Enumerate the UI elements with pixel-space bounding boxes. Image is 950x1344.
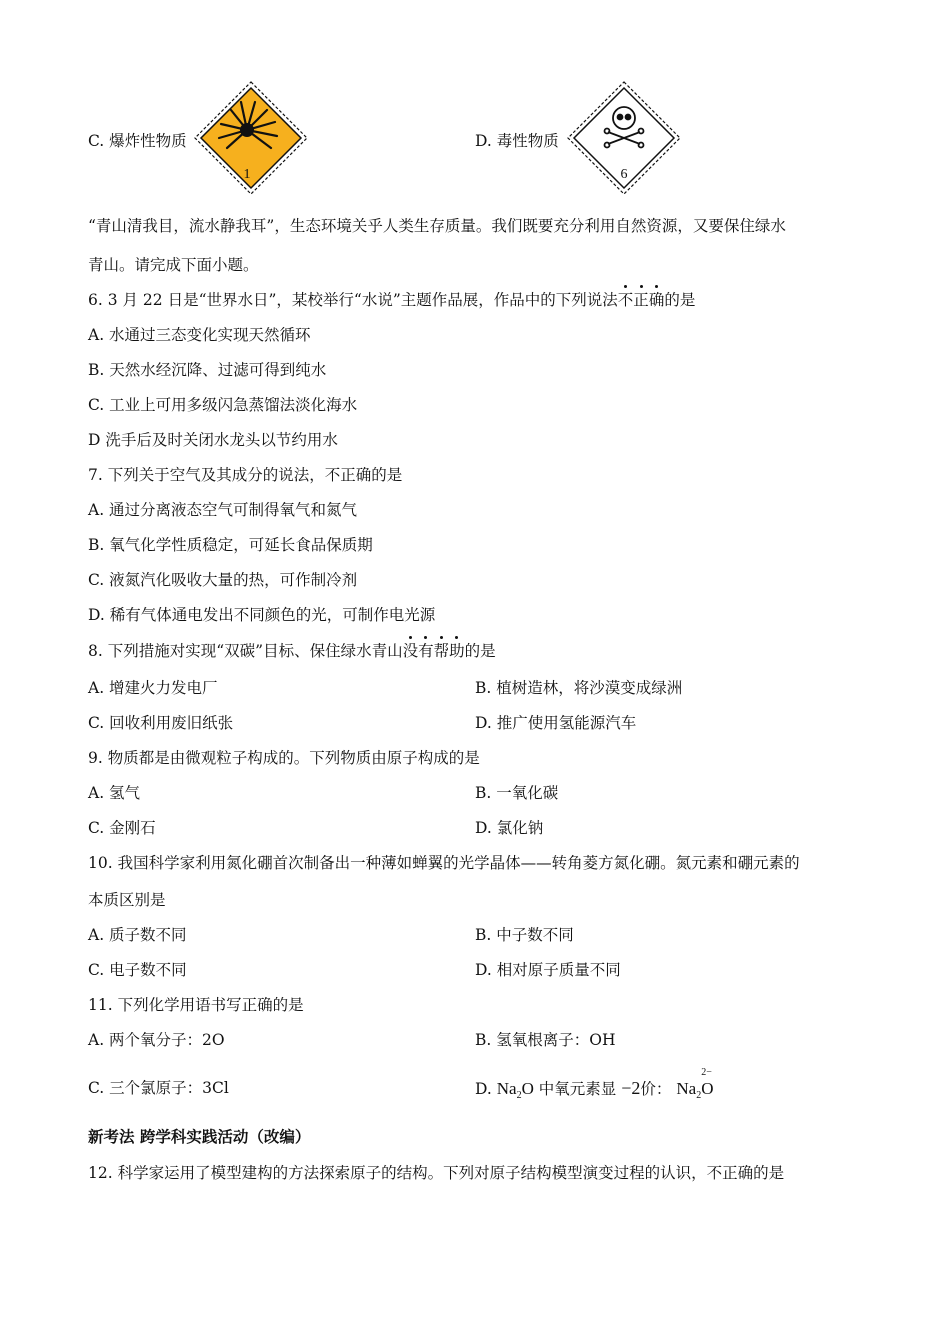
q6-stem-post: 的是 [664,291,696,309]
intro-line-1: “青山清我目，流水静我耳”，生态环境关乎人类生存质量。我们既要充分利用自然资源，又要保住绿水 [88,217,786,235]
o-with-valence [701,1067,714,1099]
q6-option-a: A. 水通过三态变化实现天然循环 [88,326,311,344]
q8-option-a: A. 增建火力发电厂 [88,679,218,697]
o-symbol: O [701,1079,714,1098]
toxic-class-number: 6 [620,167,628,182]
q11-option-c: C. 三个氯原子：3Cl [88,1079,229,1097]
valence-value: −2 [621,1078,641,1098]
q10-stem-line-2: 本质区别是 [88,891,166,909]
q11-d-prefix: D. [475,1080,492,1098]
q7-stem: 7. 下列关于空气及其成分的说法，不正确的是 [88,466,403,484]
q8-stem [88,641,496,661]
q8-stem-pre: 8. 下列措施对实现“双碳”目标、保住绿水青山 [88,642,403,660]
intro-line-2: 青山。请完成下面小题。 [88,256,259,274]
q7-option-b: B. 氧气化学性质稳定，可延长食品保质期 [88,536,373,554]
explosive-sign-body [201,88,301,188]
q11-d-suffix: 价： [640,1080,672,1098]
option-d-toxic: D. 毒性物质 [475,132,559,150]
q8-option-d: D. 推广使用氢能源汽车 [475,714,637,732]
q9-option-b: B. 一氧化碳 [475,784,559,802]
na2o-valence-formula [676,1067,714,1101]
q9-option-a: A. 氢气 [88,784,141,802]
q6-stem [88,290,695,310]
q11-option-b: B. 氢氧根离子：OH [475,1031,616,1049]
q6-option-d: D 洗手后及时关闭水龙头以节约用水 [88,431,338,449]
na-symbol: Na [496,1079,517,1098]
na-subscript: 2 [516,1090,522,1101]
q6-stem-pre: 6. 3 月 22 日是“世界水日”，某校举行“水说”主题作品展，作品中的下列说法 [88,291,618,309]
q9-stem: 9. 物质都是由微观粒子构成的。下列物质由原子构成的是 [88,749,480,767]
q10-option-c: C. 电子数不同 [88,961,187,979]
q6-emphasis [618,291,665,309]
q9-option-c: C. 金刚石 [88,819,156,837]
section-title: 新考法 跨学科实践活动（改编） [88,1128,311,1146]
q6-option-b: B. 天然水经沉降、过滤可得到纯水 [88,361,327,379]
q11-option-d [475,1067,714,1106]
q8-option-c: C. 回收利用废旧纸张 [88,714,234,732]
toxic-hazard-icon [566,80,682,196]
emph-char: 助 [449,642,465,660]
q10-option-d: D. 相对原子质量不同 [475,961,621,979]
q9-option-d: D. 氯化钠 [475,819,544,837]
q11-d-mid: 中氧元素显 [538,1080,617,1098]
q6-option-c: C. 工业上可用多级闪急蒸馏法淡化海水 [88,396,358,414]
q10-option-b: B. 中子数不同 [475,926,574,944]
q11-stem: 11. 下列化学用语书写正确的是 [88,996,304,1014]
emph-char: 有 [418,642,434,660]
emph-char: 没 [402,642,419,660]
q8-emphasis [403,642,465,660]
q10-option-a: A. 质子数不同 [88,926,187,944]
valence-superscript: 2− [701,1067,712,1078]
na-symbol: Na [676,1079,697,1098]
explosive-class-number: 1 [243,167,251,182]
explosive-hazard-icon [193,80,309,196]
o-symbol: O [521,1079,534,1098]
q8-option-b: B. 植树造林，将沙漠变成绿洲 [475,679,683,697]
emph-char: 不 [617,291,634,309]
option-c-explosive: C. 爆炸性物质 [88,132,187,150]
na2o-formula [496,1079,534,1101]
q7-option-a: A. 通过分离液态空气可制得氧气和氮气 [88,501,358,519]
emph-char: 帮 [433,642,450,660]
q8-stem-post: 的是 [464,642,496,660]
emph-char: 确 [648,291,665,309]
q12-stem: 12. 科学家运用了模型建构的方法探索原子的结构。下列对原子结构模型演变过程的认识，不正确的是 [88,1164,785,1182]
q10-stem-line-1: 10. 我国科学家利用氮化硼首次制备出一种薄如蝉翼的光学晶体——转角菱方氮化硼。氮元素和硼元素的 [88,854,800,872]
q11-option-a: A. 两个氧分子：2O [88,1031,225,1049]
na-subscript: 2 [696,1090,702,1101]
q7-option-c: C. 液氮汽化吸收大量的热，可作制冷剂 [88,571,358,589]
emph-char: 正 [633,291,649,309]
q7-option-d: D. 稀有气体通电发出不同颜色的光，可制作电光源 [88,606,436,624]
